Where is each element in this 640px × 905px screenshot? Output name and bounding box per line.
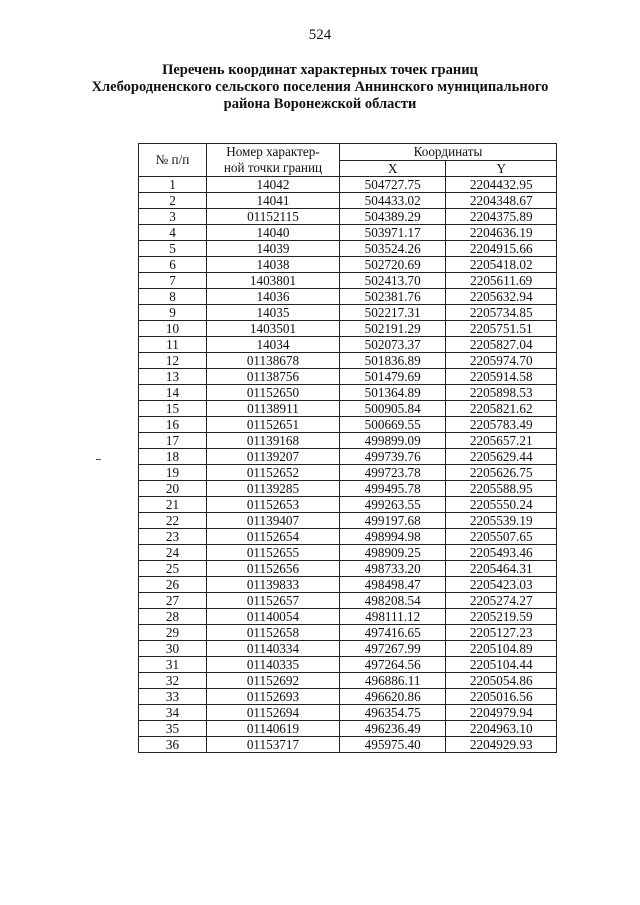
- title-line-1: Перечень координат характерных точек границ: [162, 62, 478, 78]
- cell-point-number: 01139285: [206, 481, 339, 497]
- cell-number: 24: [139, 545, 207, 561]
- cell-number: 21: [139, 497, 207, 513]
- cell-number: 4: [139, 225, 207, 241]
- table-row: [139, 257, 557, 273]
- cell-number: 23: [139, 529, 207, 545]
- cell-y: 2205464.31: [446, 561, 557, 577]
- cell-x: 504433.02: [339, 193, 445, 209]
- cell-y: 2205493.46: [446, 545, 557, 561]
- table-row: [139, 609, 557, 625]
- table-row: [139, 497, 557, 513]
- table-row: [139, 705, 557, 721]
- cell-number: 30: [139, 641, 207, 657]
- cell-point-number: 14035: [206, 305, 339, 321]
- cell-point-number: 01139833: [206, 577, 339, 593]
- cell-x: 499495.78: [339, 481, 445, 497]
- title-line-2: Хлебородненского сельского поселения Аннинского муниципального: [91, 79, 549, 95]
- cell-y: 2205751.51: [446, 321, 557, 337]
- cell-point-number: 01140335: [206, 657, 339, 673]
- cell-y: 2204929.93: [446, 737, 557, 753]
- cell-y: 2205016.56: [446, 689, 557, 705]
- header-point-line-2: ной точки границ: [223, 160, 323, 175]
- table-row: [139, 369, 557, 385]
- cell-x: 498733.20: [339, 561, 445, 577]
- cell-number: 31: [139, 657, 207, 673]
- cell-number: 7: [139, 273, 207, 289]
- table-row: [139, 193, 557, 209]
- cell-y: 2205418.02: [446, 257, 557, 273]
- table-row: [139, 337, 557, 353]
- table-row: [139, 721, 557, 737]
- cell-x: 498208.54: [339, 593, 445, 609]
- cell-x: 500669.55: [339, 417, 445, 433]
- cell-point-number: 01152654: [206, 529, 339, 545]
- cell-y: 2204636.19: [446, 225, 557, 241]
- table-row: [139, 433, 557, 449]
- cell-number: 35: [139, 721, 207, 737]
- table-row: [139, 577, 557, 593]
- cell-x: 496354.75: [339, 705, 445, 721]
- cell-point-number: 01139207: [206, 449, 339, 465]
- table-row: [139, 225, 557, 241]
- cell-x: 501836.89: [339, 353, 445, 369]
- cell-x: 504727.75: [339, 177, 445, 193]
- cell-y: 2205898.53: [446, 385, 557, 401]
- cell-point-number: 01140334: [206, 641, 339, 657]
- cell-point-number: 1403501: [206, 321, 339, 337]
- cell-point-number: 14038: [206, 257, 339, 273]
- table-body: [139, 177, 557, 753]
- cell-x: 503524.26: [339, 241, 445, 257]
- cell-y: 2205657.21: [446, 433, 557, 449]
- cell-x: 501364.89: [339, 385, 445, 401]
- table-row: [139, 321, 557, 337]
- scan-artifact-mark: [96, 459, 101, 460]
- cell-number: 1: [139, 177, 207, 193]
- cell-point-number: 01152655: [206, 545, 339, 561]
- cell-y: 2205539.19: [446, 513, 557, 529]
- document-title: [60, 62, 580, 113]
- header-y: Y: [446, 161, 557, 177]
- cell-number: 17: [139, 433, 207, 449]
- table-row: [139, 401, 557, 417]
- cell-x: 502381.76: [339, 289, 445, 305]
- header-number: № п/п: [139, 144, 207, 177]
- title-line-3: района Воронежской области: [223, 96, 417, 112]
- table-row: [139, 209, 557, 225]
- cell-number: 36: [139, 737, 207, 753]
- cell-y: 2205629.44: [446, 449, 557, 465]
- cell-x: 502191.29: [339, 321, 445, 337]
- cell-y: 2205219.59: [446, 609, 557, 625]
- cell-point-number: 01153717: [206, 737, 339, 753]
- header-point-number: [206, 144, 339, 177]
- cell-y: 2205550.24: [446, 497, 557, 513]
- cell-x: 502720.69: [339, 257, 445, 273]
- cell-point-number: 01152692: [206, 673, 339, 689]
- cell-y: 2205821.62: [446, 401, 557, 417]
- table-row: [139, 673, 557, 689]
- table-row: [139, 593, 557, 609]
- cell-point-number: 01152115: [206, 209, 339, 225]
- table-row: [139, 529, 557, 545]
- cell-number: 11: [139, 337, 207, 353]
- cell-number: 8: [139, 289, 207, 305]
- cell-point-number: 01152693: [206, 689, 339, 705]
- cell-x: 501479.69: [339, 369, 445, 385]
- cell-number: 5: [139, 241, 207, 257]
- cell-number: 10: [139, 321, 207, 337]
- cell-x: 502217.31: [339, 305, 445, 321]
- cell-y: 2204915.66: [446, 241, 557, 257]
- cell-y: 2205974.70: [446, 353, 557, 369]
- table-row: [139, 513, 557, 529]
- cell-number: 32: [139, 673, 207, 689]
- table-row: [139, 561, 557, 577]
- cell-point-number: 14042: [206, 177, 339, 193]
- cell-point-number: 01152651: [206, 417, 339, 433]
- cell-y: 2205734.85: [446, 305, 557, 321]
- cell-x: 498498.47: [339, 577, 445, 593]
- cell-number: 3: [139, 209, 207, 225]
- cell-point-number: 01152652: [206, 465, 339, 481]
- cell-y: 2204432.95: [446, 177, 557, 193]
- cell-x: 502413.70: [339, 273, 445, 289]
- table-row: [139, 241, 557, 257]
- cell-number: 9: [139, 305, 207, 321]
- cell-x: 497264.56: [339, 657, 445, 673]
- cell-y: 2205423.03: [446, 577, 557, 593]
- cell-point-number: 01138756: [206, 369, 339, 385]
- cell-point-number: 01152657: [206, 593, 339, 609]
- cell-number: 20: [139, 481, 207, 497]
- header-row-1: [139, 144, 557, 161]
- cell-y: 2205507.65: [446, 529, 557, 545]
- cell-point-number: 1403801: [206, 273, 339, 289]
- cell-point-number: 01139407: [206, 513, 339, 529]
- cell-number: 12: [139, 353, 207, 369]
- cell-y: 2205274.27: [446, 593, 557, 609]
- cell-number: 22: [139, 513, 207, 529]
- cell-number: 15: [139, 401, 207, 417]
- cell-x: 500905.84: [339, 401, 445, 417]
- table-row: [139, 177, 557, 193]
- table-row: [139, 353, 557, 369]
- table-row: [139, 465, 557, 481]
- cell-x: 498994.98: [339, 529, 445, 545]
- cell-point-number: 01152658: [206, 625, 339, 641]
- cell-y: 2205054.86: [446, 673, 557, 689]
- table-row: [139, 273, 557, 289]
- cell-point-number: 01140619: [206, 721, 339, 737]
- table-header: [139, 144, 557, 177]
- table-row: [139, 641, 557, 657]
- cell-point-number: 14039: [206, 241, 339, 257]
- cell-number: 19: [139, 465, 207, 481]
- cell-point-number: 01138678: [206, 353, 339, 369]
- cell-x: 497416.65: [339, 625, 445, 641]
- cell-x: 499899.09: [339, 433, 445, 449]
- cell-number: 14: [139, 385, 207, 401]
- cell-point-number: 01152656: [206, 561, 339, 577]
- cell-y: 2205104.89: [446, 641, 557, 657]
- cell-x: 497267.99: [339, 641, 445, 657]
- table-row: [139, 625, 557, 641]
- cell-number: 6: [139, 257, 207, 273]
- cell-point-number: 01139168: [206, 433, 339, 449]
- cell-x: 499263.55: [339, 497, 445, 513]
- table-row: [139, 737, 557, 753]
- cell-y: 2205914.58: [446, 369, 557, 385]
- cell-y: 2204348.67: [446, 193, 557, 209]
- cell-point-number: 01152694: [206, 705, 339, 721]
- cell-y: 2205783.49: [446, 417, 557, 433]
- cell-x: 496886.11: [339, 673, 445, 689]
- cell-x: 496620.86: [339, 689, 445, 705]
- cell-number: 16: [139, 417, 207, 433]
- table-row: [139, 417, 557, 433]
- cell-y: 2205611.69: [446, 273, 557, 289]
- page-number: 524: [308, 27, 332, 43]
- cell-y: 2204375.89: [446, 209, 557, 225]
- cell-x: 503971.17: [339, 225, 445, 241]
- header-x: X: [339, 161, 445, 177]
- cell-y: 2205827.04: [446, 337, 557, 353]
- cell-point-number: 01140054: [206, 609, 339, 625]
- cell-x: 495975.40: [339, 737, 445, 753]
- table-row: [139, 289, 557, 305]
- cell-x: 499739.76: [339, 449, 445, 465]
- table-row: [139, 657, 557, 673]
- cell-number: 18: [139, 449, 207, 465]
- cell-number: 27: [139, 593, 207, 609]
- table-row: [139, 689, 557, 705]
- cell-point-number: 14036: [206, 289, 339, 305]
- cell-x: 502073.37: [339, 337, 445, 353]
- table-row: [139, 481, 557, 497]
- cell-x: 498111.12: [339, 609, 445, 625]
- table-row: [139, 385, 557, 401]
- cell-y: 2205104.44: [446, 657, 557, 673]
- cell-number: 13: [139, 369, 207, 385]
- cell-number: 2: [139, 193, 207, 209]
- cell-x: 496236.49: [339, 721, 445, 737]
- coordinates-table: [138, 143, 557, 753]
- cell-number: 29: [139, 625, 207, 641]
- cell-number: 34: [139, 705, 207, 721]
- cell-point-number: 01152650: [206, 385, 339, 401]
- cell-y: 2205632.94: [446, 289, 557, 305]
- cell-x: 504389.29: [339, 209, 445, 225]
- cell-y: 2204979.94: [446, 705, 557, 721]
- cell-y: 2205626.75: [446, 465, 557, 481]
- cell-number: 33: [139, 689, 207, 705]
- cell-x: 498909.25: [339, 545, 445, 561]
- cell-number: 25: [139, 561, 207, 577]
- header-coordinates: Координаты: [339, 144, 556, 161]
- cell-y: 2205127.23: [446, 625, 557, 641]
- cell-point-number: 01152653: [206, 497, 339, 513]
- table-row: [139, 545, 557, 561]
- header-point-line-1: Номер характер-: [226, 144, 320, 159]
- cell-number: 28: [139, 609, 207, 625]
- table-row: [139, 449, 557, 465]
- cell-point-number: 14041: [206, 193, 339, 209]
- cell-x: 499197.68: [339, 513, 445, 529]
- cell-y: 2205588.95: [446, 481, 557, 497]
- cell-point-number: 01138911: [206, 401, 339, 417]
- cell-point-number: 14040: [206, 225, 339, 241]
- cell-point-number: 14034: [206, 337, 339, 353]
- cell-number: 26: [139, 577, 207, 593]
- cell-x: 499723.78: [339, 465, 445, 481]
- table-row: [139, 305, 557, 321]
- cell-y: 2204963.10: [446, 721, 557, 737]
